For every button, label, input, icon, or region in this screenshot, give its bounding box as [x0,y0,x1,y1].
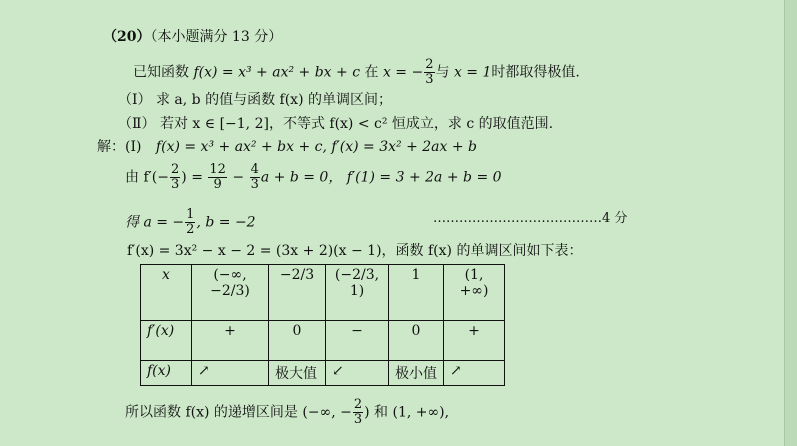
given-mid: 在 [364,64,379,81]
solution-line-1 [97,138,477,156]
fraction-2-3: $\frac{2}{3}$ [425,57,434,87]
given-prefix: 已知函数 [133,64,189,81]
fraction-4-3: $\frac{4}{3}$ [250,162,259,192]
cell-fprime-label: f′(x) [141,321,192,361]
problem-number: （20） [103,29,151,45]
line2-c: a + b = 0， f′(1) = 3 + 2a + b = 0 [260,169,502,186]
given-function: f(x) = x³ + ax² + bx + c [193,64,361,81]
final-line [125,398,449,427]
cell-interval-1: (−∞, −2/3) [192,265,269,321]
line2-prefix: 由 f′(− [125,169,170,186]
problem-header [103,28,282,46]
line3-suffix: , b = −2 [196,214,256,231]
monotonicity-table [140,264,505,386]
cell-interval-2: (−2/3, 1) [326,265,389,321]
line2-b: − [227,169,249,186]
cell-x: x [141,265,192,321]
fraction-2-3: $\frac{2}{3}$ [171,162,180,192]
table-row-fprime [141,321,505,361]
cell-trend: 极小值 [389,361,444,386]
final-suffix: ) 和 (1, +∞), [364,404,450,421]
cell-critical-2: 1 [389,265,444,321]
cell-trend: ↙ [326,361,389,386]
table-row-f [141,361,505,386]
final-prefix: 所以函数 f(x) 的递增区间是 (−∞, − [125,404,352,421]
part-2: （Ⅱ） 若对 x ∈ [−1, 2]，不等式 f(x) < c² 恒成立，求 c 的取值范围. [118,116,554,132]
part-1: （Ⅰ） 求 a, b 的值与函数 f(x) 的单调区间； [118,92,392,108]
cell-sign: + [192,321,269,361]
line3-prefix: 得 a = − [125,214,185,231]
solution-derivative: f(x) = x³ + ax² + bx + c, f′(x) = 3x² + 2ax + b [155,139,478,155]
fraction-2-3: $\frac{2}{3}$ [353,397,363,427]
cell-trend: 极大值 [269,361,326,386]
given-statement [133,58,580,87]
cell-trend: ↗ [444,361,505,386]
cell-interval-3: (1, +∞) [444,265,505,321]
given-and: 与 [435,64,450,81]
cell-critical-1: −2/3 [269,265,326,321]
cell-sign: 0 [269,321,326,361]
score-dots: …………………………………4 分 [433,211,628,226]
fraction-12-9: $\frac{12}{9}$ [209,162,226,192]
solution-label: 解：(Ⅰ) [97,139,142,155]
given-x2: x = 1 [453,64,492,81]
given-x: x = − [382,64,424,81]
cell-sign: + [444,321,505,361]
solution-line-2 [125,163,502,192]
cell-trend: ↗ [192,361,269,386]
scrollbar[interactable] [784,0,797,446]
cell-f-label: f(x) [141,361,192,386]
solution-line-3 [125,208,256,237]
line2-a: ) = [181,169,208,186]
cell-sign: − [326,321,389,361]
score-note: （本小题满分 13 分） [150,29,283,45]
cell-sign: 0 [389,321,444,361]
given-suffix: 时都取得极值. [491,64,580,81]
table-row-header [141,265,505,321]
solution-line-4: f′(x) = 3x² − x − 2 = (3x + 2)(x − 1)，函数 f(x) 的单调区间如下表： [127,243,583,259]
fraction-1-2: $\frac{1}{2}$ [186,207,195,237]
